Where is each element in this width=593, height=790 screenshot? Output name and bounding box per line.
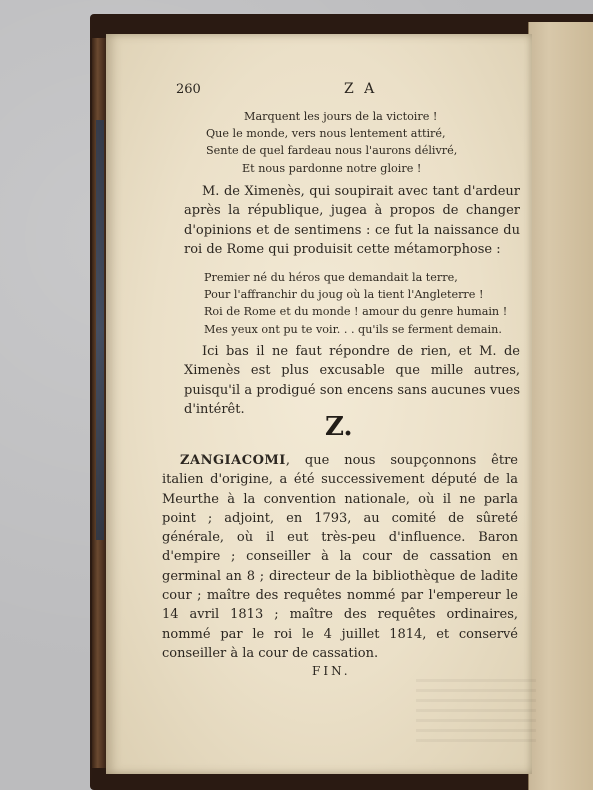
end-mark: FIN. [312,664,351,678]
running-head: Z A [344,81,378,97]
section-letter: Z. [325,412,353,442]
verse-block-1 [206,108,457,177]
page-number: 260 [176,82,201,97]
verse-line: Premier né du héros que demandait la terre, [204,271,458,284]
verse-block-2 [204,269,507,338]
paragraph-ximenes [184,182,520,259]
paragraph-text: Ici bas il ne faut répondre de rien, et M. de Ximenès est plus excusable que mille autres, puisqu'il a prodigué son encens sans aucunes vues d'intérêt. [184,344,520,417]
right-board-edge [528,22,593,790]
book-page [106,34,532,774]
verse-line: Que le monde, vers nous lentement attiré, [206,127,446,141]
verse-line: Mes yeux ont pu te voir. . . qu'ils se ferment demain. [204,322,502,336]
show-through-text [416,679,536,749]
verse-line: Marquent les jours de la victoire ! [244,110,438,123]
entry-text: , que nous soupçonnons être italien d'origine, a été successivement député de la Meurthe à la convention nationale, où il ne parla point ; adjoint, en 1793, au comité de sûreté générale, où il eut très-peu d'influence. Baron d'empire ; conseiller à la cour de cassation en germinal an 8 ; directeur de la bibliothèque de ladite cour ; maître des requêtes nommé par l'empereur le 14 avril 1813 ; maître des requêtes ordinaires, nommé par le roi le 4 juillet 1814, et conservé conseiller à la cour de cassation. [162,453,518,661]
paragraph-conclusion [184,342,520,419]
entry-name: ZANGIACOMI [180,453,286,468]
verse-line: Et nous pardonne notre gloire ! [242,161,422,175]
paragraph-text: M. de Ximenès, qui soupirait avec tant d'ardeur après la république, jugea à propos de changer d'opinions et de sentimens : ce fut la naissance du roi de Rome qui produisit cette métamorphose : [184,184,520,257]
verse-line: Sente de quel fardeau nous l'aurons délivré, [206,144,458,158]
entry-zangiacomi [162,451,518,663]
verse-line: Roi de Rome et du monde ! amour du genre humain ! [204,305,508,319]
spine-accent [96,120,104,540]
verse-line: Pour l'affranchir du joug où la tient l'Angleterre ! [204,288,484,302]
